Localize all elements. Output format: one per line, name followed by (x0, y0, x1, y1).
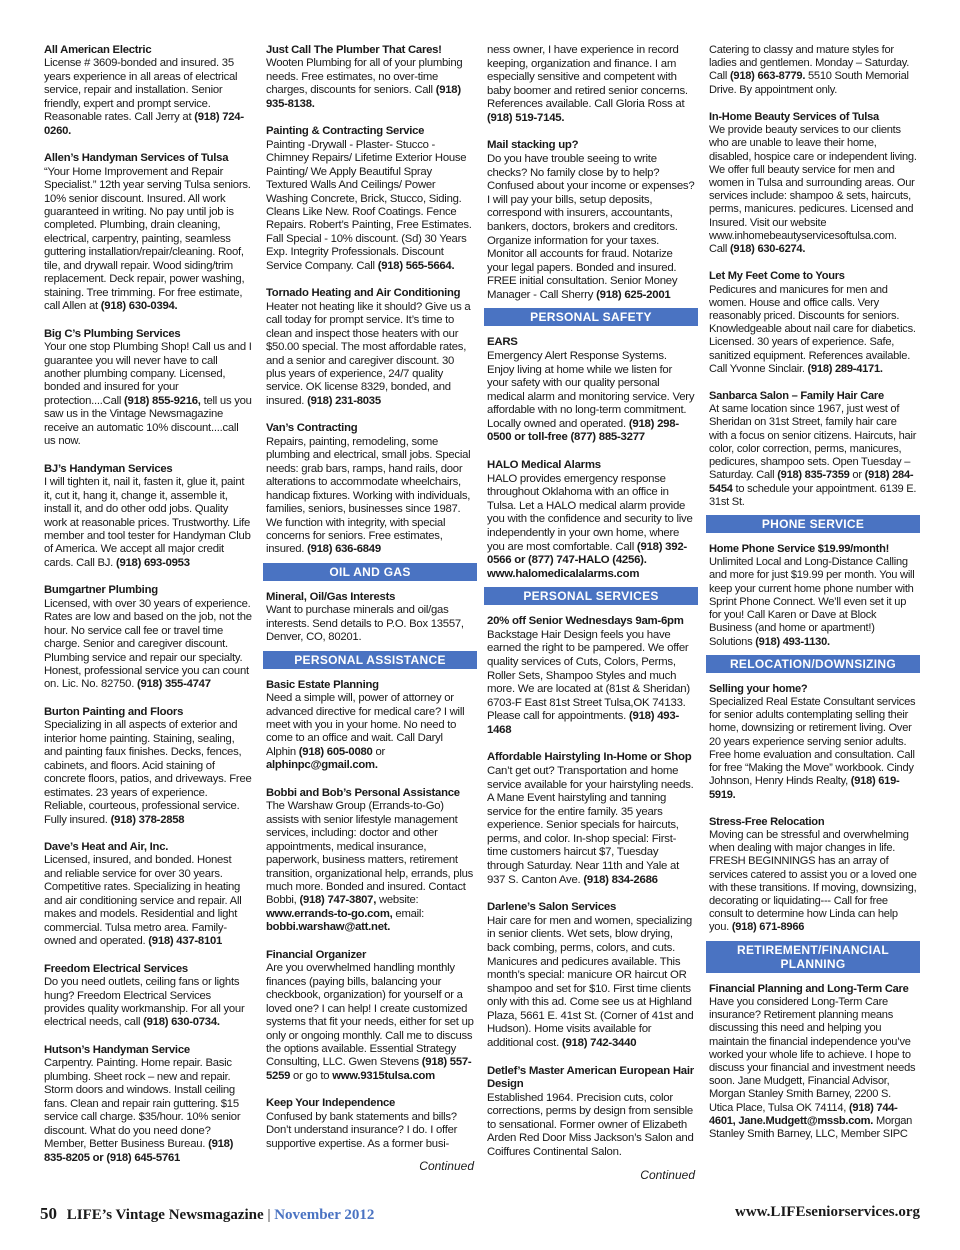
classified-entry (487, 751, 695, 887)
entry-body (44, 476, 252, 570)
entry-phone: (918) 935-8138. (266, 84, 461, 110)
entry-heading: Basic Estate Planning (266, 678, 379, 691)
classified-entry (266, 679, 474, 773)
entry-text: ness owner, I have experience in record keeping, organization and finance. I am especially sensitive and competent with baby boomer and retired senior concerns. References available. Call Gloria Ross at (487, 44, 688, 111)
section-header: PERSONAL SERVICES (484, 587, 698, 605)
entry-body (266, 962, 474, 1083)
entry-body (266, 1111, 474, 1151)
entry-body (487, 44, 695, 125)
issue-date: November 2012 (274, 1207, 375, 1223)
entry-body (487, 765, 695, 887)
entry-phone: (918) 298-0500 or toll-free (877) 885-3277 (487, 417, 679, 444)
entry-text: Established 1964. Precision cuts, color corrections, perms by design from sensible to sensational. Former owner of Elizabeth Arden Red Door Miss Jackson’s Salon and Coiffures Continental Salon. (487, 1091, 694, 1159)
classified-entry (266, 949, 474, 1084)
entry-heading: Dave’s Heat and Air, Inc. (44, 841, 169, 854)
entry-body (487, 1092, 695, 1160)
entry-body (487, 629, 695, 738)
classified-entry (44, 463, 252, 571)
column-4 (709, 44, 917, 1155)
entry-text: email: (395, 907, 425, 920)
entry-contact: www.9315tulsa.com (332, 1069, 435, 1082)
entry-phone: (918) 630-0734. (143, 1016, 220, 1029)
classified-entry (44, 1044, 252, 1165)
entry-text: to schedule your appointment. 6139 E. 31st St. (709, 482, 917, 508)
entry-heading: Stress-Free Relocation (709, 815, 825, 828)
entry-text: HALO provides emergency response throughout Oklahoma with an office in Tulsa. Let a HALO medical alarm provide you with the confidence and security to live independently in your own home, where you are most comfortable. Call (487, 472, 693, 553)
entry-text: Pedicures and manicures for men and women. House and office calls. Very reasonably priced. Discounts for seniors. Knowledgeable about nail care for diabetics. Licensed. 30 years of experience. Safe, sanitized equipment. References available. Call Yvonne Sinclair. (709, 283, 916, 375)
entry-phone: (918) 663-8779. (729, 70, 806, 83)
section-header: PERSONAL SAFETY (484, 308, 698, 326)
entry-text: Specializing in all aspects of exterior and interior home painting. Staining, sealing, and painting faux finishes. Decks, fences, cabinets, and floors. Acid staining of concrete floors, patios, and driveways. Free estimates. 23 years of experience. Reliable, courteous, professional service. Fully insured. (44, 719, 252, 826)
entry-contact: (918) 284-5454 (709, 469, 914, 495)
entry-heading: Keep Your Independence (266, 1097, 396, 1110)
entry-body (487, 350, 695, 445)
entry-text: Can’t get out? Transportation and home service available for your hairstyling needs. A Mane Event hairstyling and tanning service for the entire family. 35 years experience. Senior specials for haircuts, perms, and color. In-shop special: First-time customers haircut $7, Tuesday through Saturday. Near 11th and Yale at 937 S. Canton Ave. (487, 765, 694, 886)
entry-body (709, 829, 917, 935)
entry-text: “Your Home Improvement and Repair Specialist.” 12th year serving Tulsa seniors. 10% senior discount. Insured. All work guaranteed in writing. No pay until job is completed. Plumbing, drain cleaning, electrical, carpentry, painting, seamless guttering installation/repair/cleaning. Roof, tile, and drywall repair. Wood siding/trim replacement. Deck repair, power washing, staining. Tree trimming. For free estimate, call Allen at (44, 165, 251, 313)
entry-phone: (918) 625-2001 (596, 288, 671, 301)
entry-heading: Burton Painting and Floors (44, 705, 184, 718)
page-footer (40, 1204, 920, 1228)
entry-phone: (918) 835-8205 or (918) 645-5761 (44, 1138, 234, 1164)
entry-text: Confused by bank statements and bills? Don’t understand insurance? I do. I offer supportive expertise. As a former busi- (266, 1110, 458, 1150)
entry-text: website: (378, 894, 419, 907)
classified-entry (44, 963, 252, 1030)
entry-phone: (918) 671-8966 (731, 921, 805, 934)
entry-heading: Financial Planning and Long-Term Care (709, 982, 909, 995)
classified-entry (709, 683, 917, 802)
entry-contact: alphinpc@gmail.com. (266, 759, 378, 772)
classified-entry (487, 1065, 695, 1160)
entry-phone: (918) 630-0394. (100, 300, 178, 313)
continued-label: Continued (640, 1167, 695, 1182)
classified-entry (44, 706, 252, 827)
entry-body (709, 403, 917, 509)
classified-entry (44, 841, 252, 949)
entry-text: 5510 South Memorial Drive. By appointment only. (709, 70, 909, 96)
entry-phone: (918) 835-7359 (777, 469, 850, 482)
page-number: 50 (40, 1204, 57, 1223)
entry-text: Wooten Plumbing for all of your plumbing needs. Free estimates, no over-time charges, discounts for seniors. Call (266, 57, 463, 97)
entry-text: At same location since 1967, just west of Sheridan on 31st Street, family hair care with a focus on senior citizens. Haircuts, hair color, color correction, perms, manicures, pedicures, shampoo sets. Open Tuesday – Saturday. Call (709, 403, 917, 482)
entry-text: Have you considered Long-Term Care insurance? Retirement planning means discussing this need and helping you maintain the financial independence you’ve worked your whole life to achieve. I hope to discuss your financial and investment needs soon. Jane Mudgett, Financial Advisor, Morgan Stanley Smith Barney, 2200 S. Utica Place, Tulsa OK 74114, (709, 995, 916, 1114)
entry-heading: 20% off Senior Wednesdays 9am-6pm (487, 615, 684, 628)
entry-heading: Mail stacking up? (487, 139, 579, 152)
entry-text: Need a simple will, power of attorney or advanced directive for medical care? I will meet with you in your home. No need to come to an office and wait. Call Daryl Alphin (266, 692, 465, 758)
entry-text: Do you need outlets, ceiling fans or lights hung? Freedom Electrical Services provides quality workmanship. For all your electrical needs, call (44, 976, 245, 1029)
entry-heading: Home Phone Service $19.99/month! (709, 543, 890, 555)
entry-heading: HALO Medical Alarms (487, 459, 601, 472)
entry-text: or (852, 469, 862, 482)
entry-phone: (918) 355-4747 (136, 678, 211, 691)
entry-phone: (918) 855-9216, (124, 394, 201, 407)
entry-phone: (918) 493-1468 (487, 710, 679, 736)
website-link[interactable]: www.LIFEseniorservices.org (735, 1204, 920, 1220)
footer-separator: | (267, 1207, 271, 1223)
entry-heading: Painting & Contracting Service (266, 125, 425, 138)
entry-body (266, 604, 474, 644)
entry-body (709, 996, 917, 1141)
entry-heading: Van’s Contracting (266, 422, 358, 435)
classified-entry (487, 336, 695, 445)
entry-phone: (918) 378-2858 (110, 813, 185, 826)
entry-heading: Hutson’s Handyman Service (44, 1043, 190, 1056)
classified-entry (709, 111, 917, 256)
entry-body (44, 976, 252, 1030)
entry-text: Your one stop Plumbing Shop! Call us and I guarantee you will never have to call another plumbing company. Licensed, bonded and insured for your protection....Call (44, 341, 252, 407)
entry-body (709, 696, 917, 802)
entry-phone: (918) 493-1130. (755, 635, 830, 648)
classified-entry (266, 125, 474, 273)
classified-entry (709, 543, 917, 649)
entry-phone: (918) 724-0260. (44, 111, 244, 137)
entry-phone: (918) 231-8035 (307, 394, 381, 407)
entry-body (487, 153, 695, 302)
entry-heading: Darlene’s Salon Services (487, 901, 617, 914)
entry-phone: (918) 289-4171. (807, 362, 883, 375)
entry-phone: (918) 742-3440 (561, 1037, 637, 1049)
classified-entry (487, 44, 695, 125)
entry-phone: (918) 619-5919. (709, 775, 900, 801)
classified-entry (44, 584, 252, 692)
entry-body (44, 719, 252, 827)
entry-heading: Let My Feet Come to Yours (709, 270, 845, 283)
classified-entry (266, 787, 474, 935)
entry-heading: Big C’s Plumbing Services (44, 327, 181, 340)
entry-heading: Sanbarca Salon – Family Hair Care (709, 390, 884, 403)
entry-heading: BJ’s Handyman Services (44, 462, 173, 475)
entry-text: Catering to classy and mature styles for ladies and gentlemen. Monday – Saturday. Call (709, 44, 910, 83)
entry-text: The Warshaw Group (Errands-to-Go) assists with senior lifestyle management services, including: doctor and other appointments, medical insurance, paperwork, business matters, retirement transition, organizational help, errands, plus much more. Bonded and insured. Contact Bobbi, (266, 800, 474, 907)
classified-entry (487, 139, 695, 302)
entry-text: Morgan Stanley Smith Barney, LLC, Member SIPC (709, 1114, 913, 1141)
entry-contact: bobbi.warshaw@att.net. (266, 921, 391, 934)
section-header: PERSONAL ASSISTANCE (263, 651, 477, 669)
classified-entry (44, 44, 252, 138)
entry-text: Emergency Alert Response Systems. Enjoy living at home while we listen for your safety with our quality personal medical alarm and monitoring service. Very affordable with no long-term commitment. Locally owned and operated. (487, 349, 695, 430)
classified-entry (709, 270, 917, 376)
entry-text: Licensed, with over 30 years of experience. Rates are low and based on the job, not the hour. No service call fee or travel time charge. Senior and caregiver discount. Plumbing service and repair our specialty. Honest, professional service you can count on. Lic. No. 82750. (44, 597, 252, 691)
classified-entry (44, 328, 252, 449)
entry-phone: (918) 834-2686 (583, 873, 658, 886)
entry-phone: (918) 392-0566 or (877) 747-HALO (4256). www.halomedicalalarms.com (487, 540, 687, 580)
footer-left (40, 1204, 374, 1224)
classified-entry (266, 287, 474, 408)
entry-body (44, 598, 252, 692)
entry-heading: Tornado Heating and Air Conditioning (266, 287, 461, 300)
section-header: OIL AND GAS (263, 563, 477, 581)
classified-entry (709, 44, 917, 97)
entry-heading: All American Electric (44, 44, 152, 56)
section-header: RETIREMENT/FINANCIAL PLANNING (706, 941, 920, 973)
entry-body (266, 139, 474, 274)
classified-entry (487, 459, 695, 581)
entry-phone: (918) 747-3807, (299, 894, 377, 907)
entry-body (709, 124, 917, 256)
entry-phone: (918) 744-4601, Jane.Mudgett@mssb.com. (709, 1101, 898, 1127)
entry-text: Specialized Real Estate Consultant services for senior adults contemplating selling their home, downsizing or retirement living. Over 20 years experience serving senior adults. Free home evaluation and consultation. Call for free “Making the Move” workbook. Cindy Johnson, Henry Hinds Realty, (709, 695, 916, 788)
entry-text: Backstage Hair Design feels you have earned the right to be pampered. We offer quality services of Cuts, Colors, Perms, Roller Sets, Shampoo Styles and much more. We are located at (81st & Sheridan) 6703-F East 81st Street Tulsa,OK 74133. Please call for appointments. (487, 628, 690, 723)
entry-phone: (918) 519-7145. (487, 111, 565, 124)
entry-text: Do you have trouble seeing to write checks? No family close by to help? Confused about your income or expenses? I will pay your bills, setup deposits, correspond with insurers, accountants, bankers, doctors, brokers and creditors. Organize information for your taxes. Monitor all accounts for fraud. Notarize your legal papers. Bonded and insured. FREE initial consultation. Senior Money Manager - Call Sherry (487, 153, 695, 301)
entry-text: tell us you saw us in the Vintage Newsmagazine receive an automatic 10% discount....call us now. (44, 394, 252, 448)
entry-text: We provide beauty services to our clients who are unable to leave their home, disabled, hospice care or independent living. We offer full beauty service for men and women in Tulsa and surrounding areas. Our services include: shampoo & sets, haircuts, perms, manicures. pedicures. Licensed and Insured. Visit our website www.inhomebeautyservicesoftulsa.com. Call (709, 124, 917, 256)
classified-entry (487, 901, 695, 1050)
entry-phone: (918) 557-5259 (266, 1056, 472, 1082)
entry-contact: www.errands-to-go.com, (266, 907, 393, 920)
entry-body (709, 284, 917, 377)
entry-text: License # 3609-bonded and insured. 35 years experience in all areas of electrical service, repair and installation. Senior friendly, expert and prompt service. Reasonable rates. Call Jerry at (44, 57, 238, 124)
entry-heading: Selling your home? (709, 682, 808, 695)
entry-heading: EARS (487, 336, 518, 349)
entry-text: Unlimited Local and Long-Distance Calling and more for just $19.99 per month. You will keep your current home phone number with Sprint Phone Connect. We’ll even set it up for you! Call Karen or Dave at Block Business (and home or apartment!) Solutions (709, 556, 915, 648)
classified-entry (709, 390, 917, 509)
entry-body (487, 915, 695, 1051)
entry-body (44, 341, 252, 449)
entry-body (266, 800, 474, 935)
entry-heading: In-Home Beauty Services of Tulsa (709, 110, 879, 123)
entry-heading: Freedom Electrical Services (44, 962, 188, 975)
entry-heading: Affordable Hairstyling In-Home or Shop (487, 751, 692, 764)
entry-heading: Bobbi and Bob’s Personal Assistance (266, 786, 460, 799)
entry-body (709, 44, 917, 97)
continued-label: Continued (419, 1159, 474, 1174)
entry-text: I will tighten it, nail it, fasten it, glue it, paint it, cut it, hang it, change it, assemble it, install it, and do other odd jobs. Quality work at reasonable prices. Trustworthy. Life member and tool tester for Handyman Club of America. We accept all major credit cards. Call BJ. (44, 476, 251, 569)
classified-entry (266, 591, 474, 645)
column-2 (266, 44, 474, 1173)
classified-entry (487, 615, 695, 737)
classified-entry (266, 1097, 474, 1151)
classified-entry (709, 816, 917, 935)
classified-entry (266, 422, 474, 557)
entry-body (44, 854, 252, 948)
section-header: PHONE SERVICE (706, 515, 920, 533)
entry-phone: (918) 605-0080 (298, 745, 373, 758)
column-3 (487, 44, 695, 1182)
entry-body (266, 57, 474, 111)
entry-text: Licensed, insured, and bonded. Honest and reliable service for over 30 years. Competitive rates. Specializing in heating and air conditioning service and repair. All makes and models. Residential and light commercial. Tulsa metro area. Family-owned and operated. (44, 854, 242, 948)
entry-text: or go to (293, 1069, 330, 1082)
entry-text: Painting -Drywall - Plaster- Stucco - Chimney Repairs/ Lifetime Exterior House Painting/ We Apply Beautiful Spray Textured Walls And Ceilings/ Power Washing Concrete, Brick, Stucco, Siding. Cleans Like New. Roof Coatings. Fence Repairs. Robert’s Painting, Free Estimates. Fall Special - 10% discount. (Sd) 30 Years Exp. Integrity Professionals. Discount Service Company. Call (266, 138, 472, 272)
entry-body (266, 692, 474, 773)
entry-body (44, 166, 252, 314)
entry-heading: Detlef’s Master American European Hair Design (487, 1064, 694, 1091)
entry-heading: Just Call The Plumber That Cares! (266, 44, 442, 56)
entry-body (266, 436, 474, 557)
entry-body (44, 1057, 252, 1165)
section-header: RELOCATION/DOWNSIZING (706, 655, 920, 673)
entry-phone: (918) 565-5664. (377, 259, 455, 272)
entry-phone: (918) 437-8101 (148, 935, 223, 948)
entry-text: Carpentry. Painting. Home repair. Basic plumbing. Sheet rock – new and repair. Storm doors and windows. Install ceiling fans. Clean and repair rain guttering. $15 service call charge. $35/hour. 10% senior discount. What do you need done? Member, Better Business Bureau. (44, 1057, 241, 1151)
entry-phone: (918) 693-0953 (115, 556, 190, 569)
entry-text: Are you overwhelmed handling monthly finances (paying bills, balancing your checkbook, organization) for yourself or a loved one? I can help! I create customized systems that fit your needs, either for set up only or ongoing monthly. Call me to discuss the options available. Essential Strategy Consulting, LLC. Gwen Stevens (266, 962, 474, 1069)
entry-heading: Mineral, Oil/Gas Interests (266, 590, 396, 603)
entry-body (709, 556, 917, 649)
entry-heading: Financial Organizer (266, 948, 367, 961)
entry-body (266, 301, 474, 409)
entry-heading: Allen’s Handyman Services of Tulsa (44, 152, 229, 165)
entry-text: Want to purchase minerals and oil/gas interests. Send details to P.O. Box 13557, Denver, CO, 80201. (266, 604, 464, 644)
classified-entry (266, 44, 474, 111)
classified-entry (709, 983, 917, 1142)
entry-phone: (918) 636-6849 (307, 543, 381, 556)
column-1 (44, 44, 252, 1179)
classified-entry (44, 152, 252, 313)
publication-name: LIFE’s Vintage Newsmagazine (66, 1207, 264, 1223)
classified-columns (44, 44, 920, 1184)
entry-text: or (375, 745, 385, 758)
entry-body (44, 57, 252, 138)
entry-text: Repairs, painting, remodeling, some plumbing and electrical, small jobs. Special needs: grab bars, ramps, hand rails, door alterations to accommodate wheelchairs, handicap fixtures. Working with individuals, families, seniors, businesses since 1987. We function with integrity, with special concerns for seniors. Free estimates, insured. (266, 435, 471, 556)
entry-heading: Bumgartner Plumbing (44, 584, 158, 597)
entry-text: Moving can be stressful and overwhelming when dealing with major changes in life. FRESH BEGINNINGS has an array of services catered to assist you or a loved one with these transitions. If moving, downsizing, decorating or liquidating--- Call for free consult to determine how Linda can help you. (709, 828, 917, 934)
entry-phone: (918) 630-6274. (729, 243, 806, 256)
entry-body (487, 473, 695, 582)
entry-text: Heater not heating like it should? Give us a call today for prompt service. It’s time to clean and inspect those heaters with our $50.00 special. The most affordable rates, and a senior and caregiver discount. 30 plus years of experience, 24/7 quality service. OK license 8329, bonded, and insured. (266, 300, 471, 407)
entry-text: Hair care for men and women, specializing in senior clients. Wet sets, blow drying, back combing, perms, colors, and cuts. Manicures and pedicures available. This month’s special: manicure OR haircut OR shampoo and set for $10. First time clients only with this ad. Come see us at Highland Plaza, 5661 E. 41st St. (Corner of 41st and Hudson). Home visits available for additional cost. (487, 914, 694, 1049)
